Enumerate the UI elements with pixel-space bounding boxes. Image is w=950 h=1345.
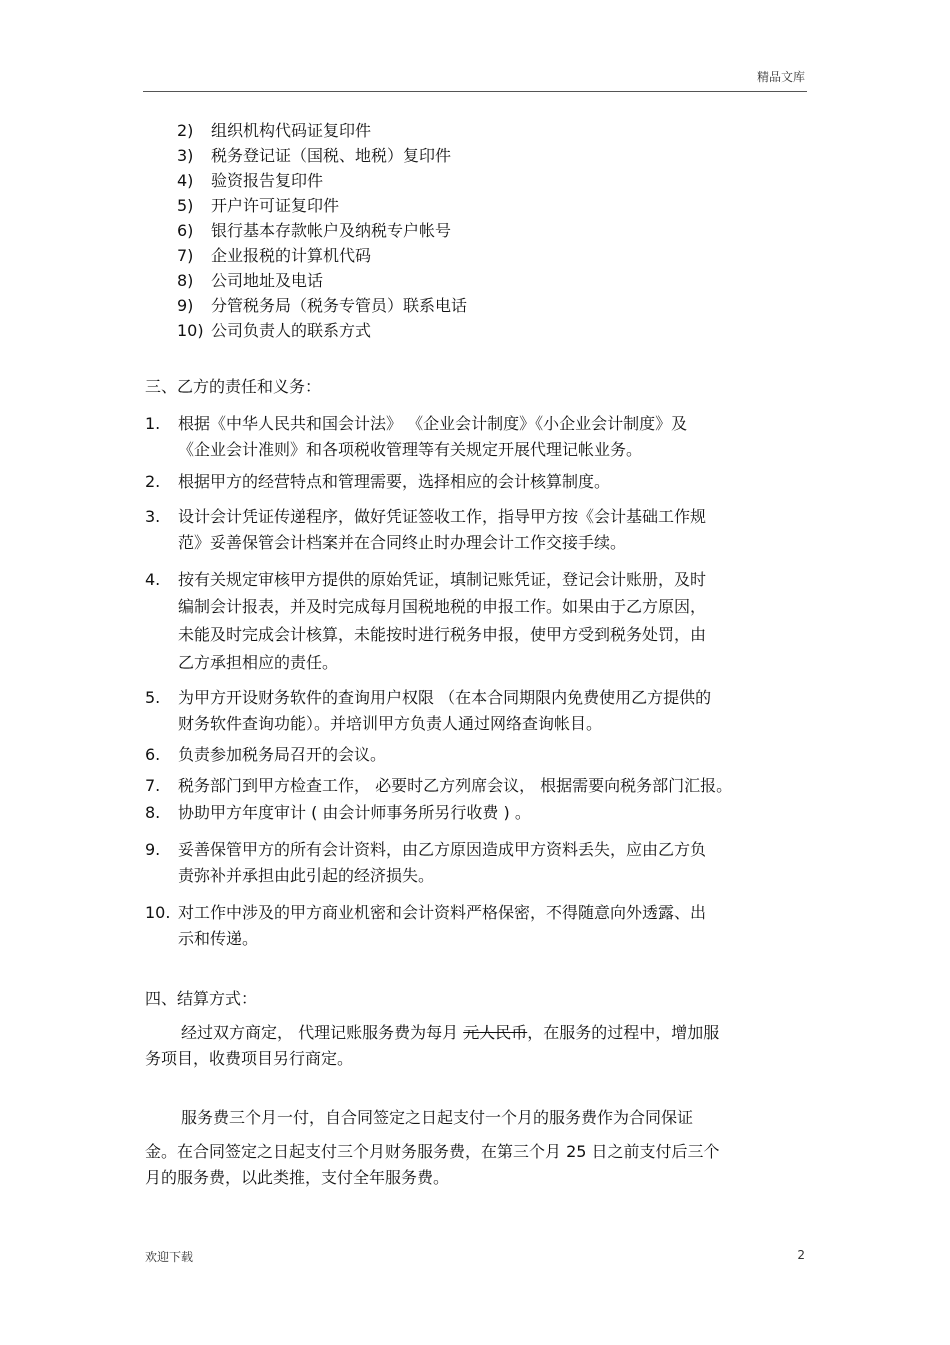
- item-text: 妥善保管甲方的所有会计资料，由乙方原因造成甲方资料丢失，应由乙方负: [178, 840, 707, 859]
- duty-item: [145, 903, 706, 923]
- item-text: 验资报告复印件: [211, 171, 324, 190]
- item-number: 2.: [145, 472, 161, 491]
- item-text: 根据《中华人民共和国会计法》 《企业会计制度》《小企业会计制度》及: [178, 414, 688, 433]
- item-text: 企业报税的计算机代码: [211, 246, 372, 265]
- list-item: [177, 271, 323, 291]
- item-text: 负责参加税务局召开的会议。: [178, 745, 387, 764]
- item-text: 根据甲方的经营特点和管理需要，选择相应的会计核算制度。: [178, 472, 611, 491]
- list-item: [177, 221, 451, 241]
- item-text-continuation: 责弥补并承担由此引起的经济损失。: [178, 866, 435, 885]
- item-number: 5.: [145, 688, 161, 707]
- item-number: 9.: [145, 840, 161, 859]
- header-brand: 精品文库: [756, 70, 805, 84]
- list-item: [177, 196, 339, 216]
- page-number: 2: [797, 1248, 805, 1262]
- item-number: 8): [177, 271, 194, 290]
- item-number: 9): [177, 296, 194, 315]
- item-text: 税务登记证（国税、地税）复印件: [211, 146, 452, 165]
- paragraph-line: 金。在合同签定之日起支付三个月财务服务费，在第三个月 25 日之前支付后三个: [145, 1142, 720, 1161]
- item-number: 7): [177, 246, 194, 265]
- duty-item: [145, 570, 706, 590]
- paragraph-text: 经过双方商定， 代理记账服务费为每月: [181, 1023, 464, 1042]
- list-item: [177, 246, 371, 266]
- paragraph-line: [181, 1023, 719, 1043]
- duty-item: [145, 507, 706, 527]
- item-text-continuation: 《企业会计准则》和各项税收管理等有关规定开展代理记帐业务。: [178, 440, 643, 459]
- item-number: 1.: [145, 414, 161, 433]
- item-number: 8.: [145, 803, 161, 822]
- item-text: 公司地址及电话: [211, 271, 324, 290]
- item-number: 5): [177, 196, 194, 215]
- list-item: [177, 121, 371, 141]
- item-text: 对工作中涉及的甲方商业机密和会计资料严格保密，不得随意向外透露、出: [178, 903, 707, 922]
- duty-item: [145, 414, 687, 434]
- duty-item: [145, 803, 531, 823]
- item-text: 分管税务局（税务专管员）联系电话: [211, 296, 468, 315]
- paragraph-line: 务项目，收费项目另行商定。: [145, 1049, 354, 1068]
- item-text-continuation: 财务软件查询功能）。并培训甲方负责人通过网络查询帐目。: [178, 714, 603, 733]
- item-text: 开户许可证复印件: [211, 196, 340, 215]
- footer-text: 欢迎下载: [145, 1250, 194, 1264]
- item-number: 3.: [145, 507, 161, 526]
- item-number: 10): [177, 321, 204, 340]
- item-number: 4.: [145, 570, 161, 589]
- paragraph-text: ，在服务的过程中，增加服: [527, 1023, 720, 1042]
- item-text-continuation: 编制会计报表，并及时完成每月国税地税的申报工作。如果由于乙方原因，: [178, 597, 707, 616]
- item-text-continuation: 示和传递。: [178, 929, 259, 948]
- item-number: 6.: [145, 745, 161, 764]
- duty-item: [145, 776, 732, 796]
- item-text-continuation: 未能及时完成会计核算，未能按时进行税务申报，使甲方受到税务处罚，由: [178, 625, 707, 644]
- list-item: [177, 296, 467, 316]
- item-number: 7.: [145, 776, 161, 795]
- item-text: 设计会计凭证传递程序，做好凭证签收工作，指导甲方按《会计基础工作规: [178, 507, 707, 526]
- duty-item: [145, 745, 386, 765]
- list-item: [177, 321, 371, 341]
- item-text: 为甲方开设财务软件的查询用户权限 （在本合同期限内免费使用乙方提供的: [178, 688, 712, 707]
- item-text: 公司负责人的联系方式: [211, 321, 372, 340]
- item-text-continuation: 范》妥善保管会计档案并在合同终止时办理会计工作交接手续。: [178, 533, 627, 552]
- item-text: 组织机构代码证复印件: [211, 121, 372, 140]
- duty-item: [145, 688, 711, 708]
- item-number: 10.: [145, 903, 171, 922]
- section-heading: 三、乙方的责任和义务：: [145, 377, 322, 396]
- paragraph-line: 服务费三个月一付，自合同签定之日起支付一个月的服务费作为合同保证: [181, 1108, 694, 1127]
- item-number: 2): [177, 121, 194, 140]
- item-number: 3): [177, 146, 194, 165]
- duty-item: [145, 840, 706, 860]
- duty-item: [145, 472, 610, 492]
- paragraph-line: 月的服务费，以此类推，支付全年服务费。: [145, 1168, 450, 1187]
- header-divider: [143, 91, 807, 92]
- item-text: 税务部门到甲方检查工作， 必要时乙方列席会议， 根据需要向税务部门汇报。: [178, 776, 733, 795]
- item-text: 按有关规定审核甲方提供的原始凭证，填制记账凭证，登记会计账册，及时: [178, 570, 707, 589]
- item-text: 银行基本存款帐户及纳税专户帐号: [211, 221, 452, 240]
- list-item: [177, 171, 323, 191]
- item-text: 协助甲方年度审计 ( 由会计师事务所另行收费 ) 。: [178, 803, 531, 822]
- section-heading: 四、结算方式：: [145, 989, 258, 1008]
- item-number: 4): [177, 171, 194, 190]
- item-text-continuation: 乙方承担相应的责任。: [178, 653, 339, 672]
- list-item: [177, 146, 451, 166]
- struck-text: 元人民币: [463, 1023, 528, 1042]
- item-number: 6): [177, 221, 194, 240]
